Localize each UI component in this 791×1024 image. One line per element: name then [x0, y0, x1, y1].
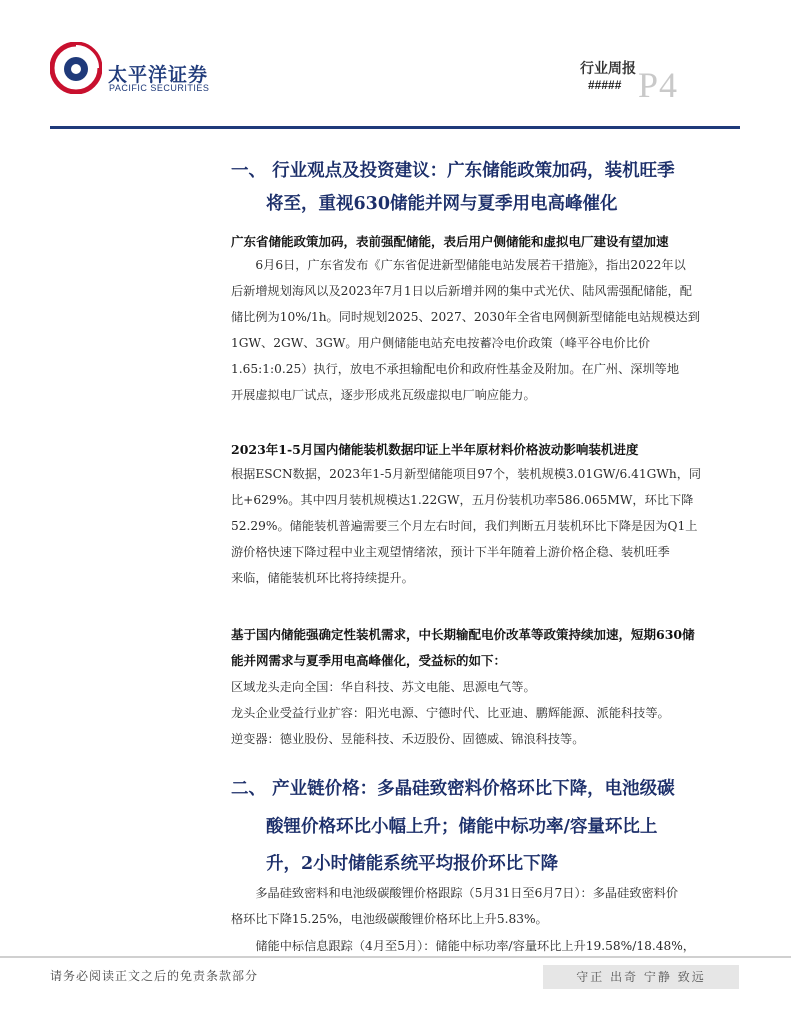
text-line: 多晶硅致密料和电池级碳酸锂价格跟踪（5月31日至6月7日）：多晶硅致密料价: [231, 886, 679, 900]
text-line: 来临，储能装机环比将持续提升。: [231, 571, 414, 585]
text-line: 1GW、2GW、3GW。用户侧储能电站充电按蓄冷电价政策（峰平谷电价比价: [231, 336, 651, 350]
section1-subheading-install: 2023年1-5月国内储能装机数据印证上半年原材料价格波动影响装机进度: [231, 442, 639, 457]
section1-paragraph-policy: [231, 252, 756, 408]
text-line: 储比例为10%/1h。同时规划2025、2027、2030年全省电网侧新型储能电站规模达到: [231, 310, 700, 324]
text-line: 游价格快速下降过程中业主观望情绪浓，预计下半年随着上游价格企稳、装机旺季: [231, 545, 670, 559]
text-line: 开展虚拟电厂试点，逐步形成兆瓦级虚拟电厂响应能力。: [231, 388, 536, 402]
section2-paragraph-prices: [231, 880, 756, 932]
text-line: 1.65:1:0.25）执行，放电不承担输配电价和政府性基金及附加。在广州、深圳等地: [231, 362, 680, 376]
page-number: P4: [638, 65, 679, 105]
header-divider: [50, 126, 740, 129]
footer-divider: [0, 956, 791, 958]
text-line: 52.29%。储能装机普遍需要三个月左右时间，我们判断五月装机环比下降是因为Q1上: [231, 519, 698, 533]
beneficiary-list: [231, 674, 756, 752]
section1-subheading-beneficiaries-line2: 能并网需求与夏季用电高峰催化，受益标的如下：: [231, 653, 507, 668]
company-name-cn: 太平洋证券: [108, 64, 209, 86]
company-name-en: PACIFIC SECURITIES: [109, 83, 210, 93]
footer-motto: 守正 出奇 宁静 致远: [576, 970, 706, 984]
section2-title-line3: 升，2小时储能系统平均报价环比下降: [266, 854, 559, 874]
section2-title-line1: 二、 产业链价格：多晶硅致密料价格环比下降，电池级碳: [231, 779, 675, 799]
footer-motto-box: [543, 965, 739, 989]
text-line: 格环比下降15.25%，电池级碳酸锂价格环比上升5.83%。: [231, 912, 548, 926]
section1-title-line2: 将至，重视630储能并网与夏季用电高峰催化: [266, 194, 618, 214]
section1-subheading-policy: 广东省储能政策加码，表前强配储能，表后用户侧储能和虚拟电厂建设有望加速: [231, 234, 669, 249]
section1-paragraph-install: [231, 461, 756, 591]
section1-subheading-beneficiaries-line1: 基于国内储能强确定性装机需求，中长期输配电价改革等政策持续加速，短期630储: [231, 627, 695, 642]
section2-title-line2: 酸锂价格环比小幅上升；储能中标功率/容量环比上: [266, 817, 658, 837]
footer-disclaimer: 请务必阅读正文之后的免责条款部分: [50, 969, 259, 983]
section2-paragraph-bids: 储能中标信息跟踪（4月至5月）：储能中标功率/容量环比上升19.58%/18.48%，: [231, 939, 695, 953]
text-line: 根据ESCN数据，2023年1-5月新型储能项目97个，装机规模3.01GW/6.41GWh，同: [231, 467, 702, 481]
list-item: 逆变器：德业股份、昱能科技、禾迈股份、固德威、锦浪科技等。: [231, 732, 585, 746]
report-type: 行业周报: [580, 61, 636, 77]
company-logo-icon: [50, 42, 102, 94]
report-code: #####: [588, 78, 622, 92]
list-item: 区域龙头走向全国：华自科技、苏文电能、思源电气等。: [231, 680, 536, 694]
text-line: 6月6日，广东省发布《广东省促进新型储能电站发展若干措施》，指出2022年以: [231, 258, 686, 272]
section1-title-line1: 一、 行业观点及投资建议：广东储能政策加码，装机旺季: [231, 161, 675, 181]
text-line: 后新增规划海风以及2023年7月1日以后新增并网的集中式光伏、陆风需强配储能，配: [231, 284, 692, 298]
text-line: 比+629%。其中四月装机规模达1.22GW，五月份装机功率586.065MW，环比下降: [231, 493, 694, 507]
list-item: 龙头企业受益行业扩容：阳光电源、宁德时代、比亚迪、鹏辉能源、派能科技等。: [231, 706, 670, 720]
